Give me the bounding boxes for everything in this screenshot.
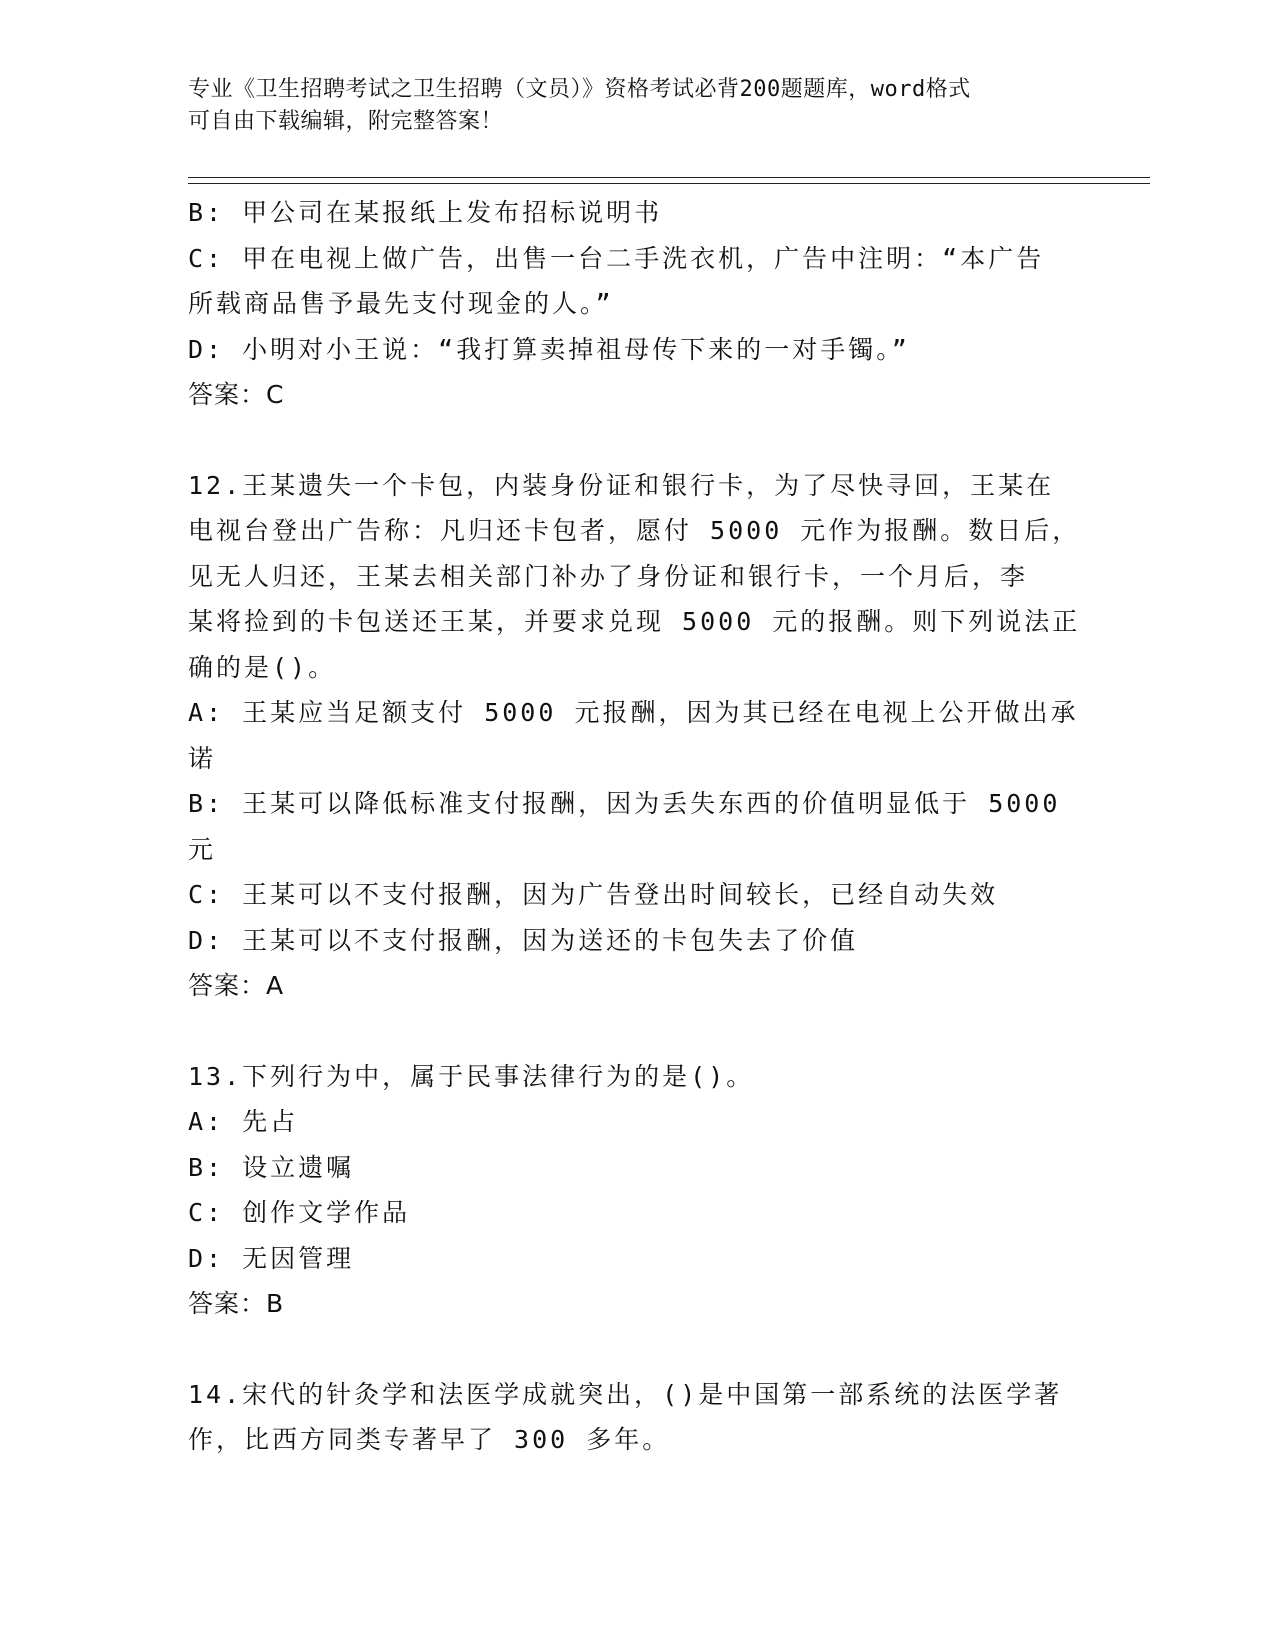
header-rule-top [188, 177, 1150, 178]
header-line-2: 可自由下载编辑，附完整答案！ [188, 109, 504, 134]
question-11 [188, 190, 1068, 418]
answer: 答案：A [188, 971, 285, 1000]
option-d: D: 小明对小王说：“我打算卖掉祖母传下来的一对手镯。” [188, 334, 910, 364]
option-b-line-1: B: 王某可以降低标准支付报酬，因为丢失东西的价值明显低于 5000 [188, 789, 1061, 818]
question-14 [188, 1372, 1068, 1463]
option-a-line-1: A: 王某应当足额支付 5000 元报酬，因为其已经在电视上公开做出承 [188, 698, 1079, 727]
question-stem-line-1: 14.宋代的针灸学和法医学成就突出，()是中国第一部系统的法医学著 [188, 1379, 1063, 1409]
question-stem: 13.下列行为中，属于民事法律行为的是()。 [188, 1061, 755, 1091]
document-header [188, 74, 1068, 138]
spacer [188, 418, 1068, 463]
answer: 答案：B [188, 1289, 285, 1318]
question-stem-line-4: 某将捡到的卡包送还王某，并要求兑现 5000 元的报酬。则下列说法正 [188, 607, 1081, 636]
question-stem-line-5: 确的是()。 [188, 652, 337, 682]
option-c-line-1: C: 甲在电视上做广告，出售一台二手洗衣机，广告中注明：“本广告 [188, 243, 1045, 273]
question-13 [188, 1054, 1068, 1327]
answer: 答案：C [188, 380, 285, 409]
question-stem-line-1: 12.王某遗失一个卡包，内装身份证和银行卡，为了尽快寻回，王某在 [188, 470, 1055, 500]
header-line-1: 专业《卫生招聘考试之卫生招聘（文员）》资格考试必背200题题库，word格式 [188, 77, 971, 102]
question-stem-line-2: 作，比西方同类专著早了 300 多年。 [188, 1425, 671, 1454]
option-a: A: 先占 [188, 1107, 299, 1136]
spacer [188, 1009, 1068, 1054]
option-b: B: 设立遗嘱 [188, 1152, 355, 1182]
option-c: C: 王某可以不支付报酬，因为广告登出时间较长，已经自动失效 [188, 880, 999, 909]
option-b-line-2: 元 [188, 834, 217, 864]
option-d: D: 王某可以不支付报酬，因为送还的卡包失去了价值 [188, 925, 859, 955]
option-d: D: 无因管理 [188, 1243, 355, 1273]
question-12 [188, 463, 1081, 1009]
option-c: C: 创作文学作品 [188, 1198, 411, 1227]
header-rule-bottom [188, 183, 1150, 184]
question-list [188, 190, 1081, 1463]
option-a-line-2: 诺 [188, 743, 217, 773]
spacer [188, 1327, 1068, 1372]
option-c-line-2: 所载商品售予最先支付现金的人。” [188, 289, 614, 318]
question-stem-line-3: 见无人归还，王某去相关部门补办了身份证和银行卡，一个月后，李 [188, 561, 1029, 591]
question-stem-line-2: 电视台登出广告称：凡归还卡包者，愿付 5000 元作为报酬。数日后， [188, 516, 1081, 545]
option-b: B: 甲公司在某报纸上发布招标说明书 [188, 198, 663, 227]
